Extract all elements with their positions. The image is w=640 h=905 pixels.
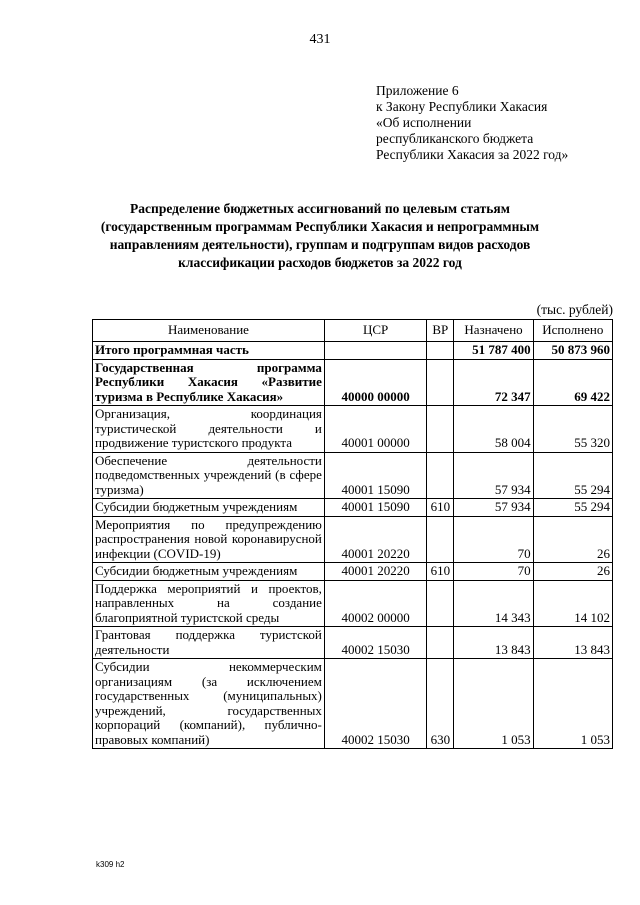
header-vr: ВР <box>427 320 454 342</box>
footer-code: k309 h2 <box>96 860 125 869</box>
row-csr-cell: 40001 20220 <box>324 563 426 581</box>
appendix-line: Приложение 6 <box>376 83 459 98</box>
row-executed-cell: 55 320 <box>533 406 612 453</box>
row-name-cell: Субсидии бюджетным учреждениям <box>93 499 325 517</box>
row-executed-cell: 50 873 960 <box>533 342 612 360</box>
row-name-cell: Субсидии некоммерческим организациям (за исключением государственных (муниципальных) учреждений, государственных корпораций (компаний), публично-правовых компаний) <box>93 659 325 749</box>
row-executed-cell: 14 102 <box>533 580 612 627</box>
budget-table <box>92 319 613 749</box>
row-vr-cell <box>427 406 454 453</box>
appendix-line: Республики Хакасия за 2022 год» <box>376 147 569 162</box>
title-line: направлениям деятельности), группам и подгруппам видов расходов <box>109 237 531 252</box>
row-name-cell: Обеспечение деятельности подведомственных учреждений (в сфере туризма) <box>93 452 325 499</box>
row-assigned-cell: 70 <box>454 516 533 563</box>
document-title <box>80 200 560 272</box>
row-assigned-cell: 70 <box>454 563 533 581</box>
table-header-row <box>93 320 613 342</box>
row-vr-cell <box>427 516 454 563</box>
row-assigned-cell: 13 843 <box>454 627 533 659</box>
row-executed-cell: 55 294 <box>533 499 612 517</box>
row-name-cell: Мероприятия по предупреждению распространения новой коронавирусной инфекции (COVID-19) <box>93 516 325 563</box>
row-executed-cell: 26 <box>533 516 612 563</box>
header-executed: Исполнено <box>533 320 612 342</box>
row-vr-cell: 610 <box>427 499 454 517</box>
table-row <box>93 563 613 581</box>
row-csr-cell: 40001 15090 <box>324 452 426 499</box>
appendix-header <box>376 83 568 163</box>
row-vr-cell: 630 <box>427 659 454 749</box>
title-line: (государственным программам Республики Хакасия и непрограммным <box>100 219 540 234</box>
table-row <box>93 580 613 627</box>
row-csr-cell <box>324 342 426 360</box>
row-assigned-cell: 72 347 <box>454 359 533 406</box>
row-executed-cell: 26 <box>533 563 612 581</box>
row-assigned-cell: 51 787 400 <box>454 342 533 360</box>
table-row <box>93 452 613 499</box>
row-vr-cell <box>427 452 454 499</box>
row-vr-cell <box>427 627 454 659</box>
row-csr-cell: 40002 15030 <box>324 659 426 749</box>
row-executed-cell: 13 843 <box>533 627 612 659</box>
row-csr-cell: 40002 00000 <box>324 580 426 627</box>
page-number: 431 <box>309 32 331 47</box>
row-executed-cell: 55 294 <box>533 452 612 499</box>
row-name-cell: Итого программная часть <box>93 342 325 360</box>
row-csr-cell: 40001 15090 <box>324 499 426 517</box>
table-row <box>93 627 613 659</box>
row-assigned-cell: 57 934 <box>454 499 533 517</box>
unit-note: (тыс. рублей) <box>536 302 613 317</box>
row-vr-cell: 610 <box>427 563 454 581</box>
row-name-cell: Организация, координация туристической деятельности и продвижение туристского продукта <box>93 406 325 453</box>
title-line: классификации расходов бюджетов за 2022 год <box>178 255 462 270</box>
row-assigned-cell: 1 053 <box>454 659 533 749</box>
table-row <box>93 342 613 360</box>
table-row <box>93 359 613 406</box>
row-assigned-cell: 14 343 <box>454 580 533 627</box>
row-csr-cell: 40000 00000 <box>324 359 426 406</box>
row-assigned-cell: 57 934 <box>454 452 533 499</box>
row-name-cell: Поддержка мероприятий и проектов, направленных на создание благоприятной туристской среды <box>93 580 325 627</box>
row-executed-cell: 1 053 <box>533 659 612 749</box>
table-row <box>93 516 613 563</box>
row-vr-cell <box>427 342 454 360</box>
title-line: Распределение бюджетных ассигнований по целевым статьям <box>130 201 510 216</box>
row-assigned-cell: 58 004 <box>454 406 533 453</box>
table-row <box>93 499 613 517</box>
header-csr: ЦСР <box>324 320 426 342</box>
header-assigned: Назначено <box>454 320 533 342</box>
row-vr-cell <box>427 580 454 627</box>
row-csr-cell: 40001 20220 <box>324 516 426 563</box>
appendix-line: к Закону Республики Хакасия <box>376 99 548 114</box>
row-executed-cell: 69 422 <box>533 359 612 406</box>
row-csr-cell: 40001 00000 <box>324 406 426 453</box>
appendix-line: «Об исполнении <box>376 115 472 130</box>
row-csr-cell: 40002 15030 <box>324 627 426 659</box>
row-name-cell: Субсидии бюджетным учреждениям <box>93 563 325 581</box>
row-vr-cell <box>427 359 454 406</box>
table-row <box>93 406 613 453</box>
row-name-cell: Государственная программа Республики Хакасия «Развитие туризма в Республике Хакасия» <box>93 359 325 406</box>
row-name-cell: Грантовая поддержка туристской деятельности <box>93 627 325 659</box>
table-body <box>93 342 613 749</box>
header-name: Наименование <box>93 320 325 342</box>
appendix-line: республиканского бюджета <box>376 131 534 146</box>
table-row <box>93 659 613 749</box>
